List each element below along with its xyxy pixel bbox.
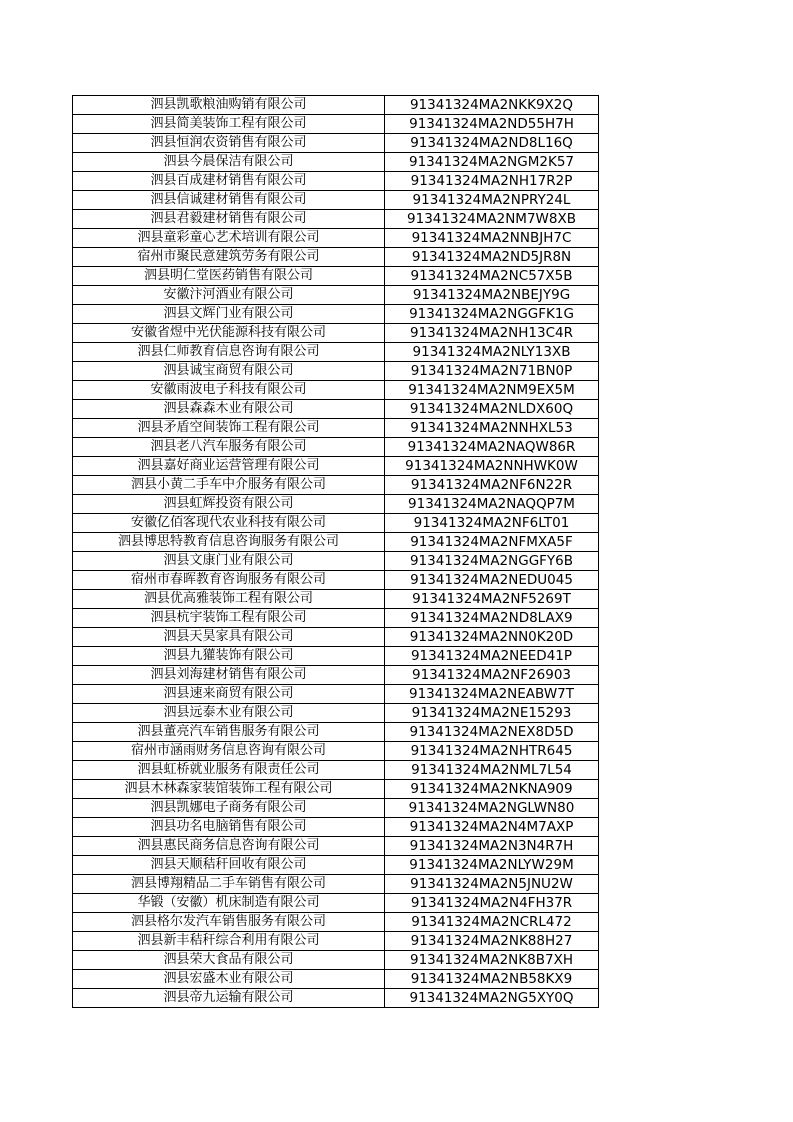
credit-code-cell: 91341324MA2NGGFY6B	[385, 552, 599, 571]
company-name-cell: 泗县虹辉投资有限公司	[73, 495, 385, 514]
table-row	[73, 628, 599, 647]
table-row	[73, 951, 599, 970]
credit-code-cell: 91341324MA2NKK9X2Q	[385, 96, 599, 115]
table-row	[73, 666, 599, 685]
table-row	[73, 381, 599, 400]
table-row	[73, 134, 599, 153]
company-name-cell: 泗县仁师教育信息咨询有限公司	[73, 343, 385, 362]
credit-code-cell: 91341324MA2NE15293	[385, 704, 599, 723]
table-row	[73, 723, 599, 742]
credit-code-cell: 91341324MA2NEX8D5D	[385, 723, 599, 742]
company-name-cell: 泗县优高雅装饰工程有限公司	[73, 590, 385, 609]
table-row	[73, 191, 599, 210]
company-name-cell: 泗县博翔精品二手车销售有限公司	[73, 875, 385, 894]
table-body	[73, 96, 599, 1008]
company-name-cell: 泗县凯歌粮油购销有限公司	[73, 96, 385, 115]
credit-code-cell: 91341324MA2NLY13XB	[385, 343, 599, 362]
table-row	[73, 514, 599, 533]
table-row	[73, 590, 599, 609]
company-name-cell: 泗县惠民商务信息咨询有限公司	[73, 837, 385, 856]
table-row	[73, 799, 599, 818]
company-name-cell: 泗县明仁堂医药销售有限公司	[73, 267, 385, 286]
company-name-cell: 泗县宏盛木业有限公司	[73, 970, 385, 989]
company-name-cell: 泗县嘉好商业运营管理有限公司	[73, 457, 385, 476]
table-row	[73, 970, 599, 989]
company-name-cell: 安徽亿佰客现代农业科技有限公司	[73, 514, 385, 533]
credit-code-cell: 91341324MA2NEDU045	[385, 571, 599, 590]
table-row	[73, 647, 599, 666]
table-row	[73, 153, 599, 172]
table-row	[73, 818, 599, 837]
company-name-cell: 华锻（安徽）机床制造有限公司	[73, 894, 385, 913]
credit-code-cell: 91341324MA2NN0K20D	[385, 628, 599, 647]
credit-code-cell: 91341324MA2N71BN0P	[385, 362, 599, 381]
table-row	[73, 761, 599, 780]
credit-code-cell: 91341324MA2N5JNU2W	[385, 875, 599, 894]
company-name-cell: 泗县诚宝商贸有限公司	[73, 362, 385, 381]
company-name-cell: 泗县百成建材销售有限公司	[73, 172, 385, 191]
table-row	[73, 343, 599, 362]
table-row	[73, 419, 599, 438]
table-row	[73, 229, 599, 248]
company-name-cell: 泗县矛盾空间装饰工程有限公司	[73, 419, 385, 438]
table-row	[73, 115, 599, 134]
table-row	[73, 609, 599, 628]
table-row	[73, 704, 599, 723]
credit-code-cell: 91341324MA2NC57X5B	[385, 267, 599, 286]
credit-code-cell: 91341324MA2NML7L54	[385, 761, 599, 780]
credit-code-cell: 91341324MA2NGM2K57	[385, 153, 599, 172]
credit-code-cell: 91341324MA2ND5JR8N	[385, 248, 599, 267]
table-row	[73, 495, 599, 514]
table-row	[73, 305, 599, 324]
company-name-cell: 泗县虹桥就业服务有限责任公司	[73, 761, 385, 780]
credit-code-cell: 91341324MA2NM9EX5M	[385, 381, 599, 400]
credit-code-cell: 91341324MA2NB58KX9	[385, 970, 599, 989]
credit-code-cell: 91341324MA2NBEJY9G	[385, 286, 599, 305]
company-name-cell: 泗县森森木业有限公司	[73, 400, 385, 419]
company-name-cell: 泗县新丰秸秆综合利用有限公司	[73, 932, 385, 951]
credit-code-cell: 91341324MA2NH13C4R	[385, 324, 599, 343]
credit-code-cell: 91341324MA2NHTR645	[385, 742, 599, 761]
credit-code-cell: 91341324MA2NFMXA5F	[385, 533, 599, 552]
table-row	[73, 894, 599, 913]
credit-code-cell: 91341324MA2NF26903	[385, 666, 599, 685]
company-name-cell: 泗县恒润农资销售有限公司	[73, 134, 385, 153]
credit-code-cell: 91341324MA2NNHWK0W	[385, 457, 599, 476]
table-row	[73, 324, 599, 343]
credit-code-cell: 91341324MA2NGGFK1G	[385, 305, 599, 324]
table-row	[73, 476, 599, 495]
company-name-cell: 泗县远泰木业有限公司	[73, 704, 385, 723]
table-row	[73, 932, 599, 951]
company-name-cell: 泗县格尔发汽车销售服务有限公司	[73, 913, 385, 932]
table-row	[73, 457, 599, 476]
credit-code-cell: 91341324MA2NK8B7XH	[385, 951, 599, 970]
credit-code-cell: 91341324MA2NF6N22R	[385, 476, 599, 495]
table-row	[73, 875, 599, 894]
company-name-cell: 泗县简美装饰工程有限公司	[73, 115, 385, 134]
company-name-cell: 泗县九獾装饰有限公司	[73, 647, 385, 666]
company-name-cell: 安徽雨波电子科技有限公司	[73, 381, 385, 400]
credit-code-cell: 91341324MA2NPRY24L	[385, 191, 599, 210]
credit-code-cell: 91341324MA2NKNA909	[385, 780, 599, 799]
table-row	[73, 210, 599, 229]
credit-code-cell: 91341324MA2NAQQP7M	[385, 495, 599, 514]
table-row	[73, 172, 599, 191]
table-row	[73, 780, 599, 799]
company-name-cell: 泗县董亮汽车销售服务有限公司	[73, 723, 385, 742]
credit-code-cell: 91341324MA2NLYW29M	[385, 856, 599, 875]
company-name-cell: 泗县帝九运输有限公司	[73, 989, 385, 1008]
credit-code-cell: 91341324MA2NLDX60Q	[385, 400, 599, 419]
table-row	[73, 267, 599, 286]
company-name-cell: 安徽省煜中光伏能源科技有限公司	[73, 324, 385, 343]
company-registry-table	[72, 95, 599, 1008]
company-name-cell: 泗县凯娜电子商务有限公司	[73, 799, 385, 818]
table-row	[73, 837, 599, 856]
credit-code-cell: 91341324MA2N4FH37R	[385, 894, 599, 913]
credit-code-cell: 91341324MA2NM7W8XB	[385, 210, 599, 229]
table-row	[73, 248, 599, 267]
company-name-cell: 泗县今晨保洁有限公司	[73, 153, 385, 172]
table-row	[73, 96, 599, 115]
company-name-cell: 泗县天昊家具有限公司	[73, 628, 385, 647]
credit-code-cell: 91341324MA2NF6LT01	[385, 514, 599, 533]
company-name-cell: 泗县老八汽车服务有限公司	[73, 438, 385, 457]
credit-code-cell: 91341324MA2N3N4R7H	[385, 837, 599, 856]
table-row	[73, 742, 599, 761]
credit-code-cell: 91341324MA2NGLWN80	[385, 799, 599, 818]
table-row	[73, 552, 599, 571]
company-name-cell: 泗县文康门业有限公司	[73, 552, 385, 571]
company-name-cell: 泗县荣大食品有限公司	[73, 951, 385, 970]
company-name-cell: 宿州市涵雨财务信息咨询有限公司	[73, 742, 385, 761]
credit-code-cell: 91341324MA2ND8LAX9	[385, 609, 599, 628]
credit-code-cell: 91341324MA2NAQW86R	[385, 438, 599, 457]
credit-code-cell: 91341324MA2ND55H7H	[385, 115, 599, 134]
credit-code-cell: 91341324MA2NNBJH7C	[385, 229, 599, 248]
table-row	[73, 533, 599, 552]
credit-code-cell: 91341324MA2NEED41P	[385, 647, 599, 666]
credit-code-cell: 91341324MA2NK88H27	[385, 932, 599, 951]
company-name-cell: 宿州市聚民意建筑劳务有限公司	[73, 248, 385, 267]
table-row	[73, 571, 599, 590]
table-row	[73, 989, 599, 1008]
credit-code-cell: 91341324MA2NF5269T	[385, 590, 599, 609]
table-row	[73, 400, 599, 419]
company-name-cell: 宿州市春晖教育咨询服务有限公司	[73, 571, 385, 590]
credit-code-cell: 91341324MA2NEABW7T	[385, 685, 599, 704]
table-row	[73, 685, 599, 704]
credit-code-cell: 91341324MA2NNHXL53	[385, 419, 599, 438]
company-name-cell: 泗县速来商贸有限公司	[73, 685, 385, 704]
table-row	[73, 362, 599, 381]
company-name-cell: 泗县杭宇装饰工程有限公司	[73, 609, 385, 628]
company-name-cell: 泗县天顺秸秆回收有限公司	[73, 856, 385, 875]
company-name-cell: 泗县信诚建材销售有限公司	[73, 191, 385, 210]
table-row	[73, 913, 599, 932]
company-name-cell: 泗县木林森家装馆装饰工程有限公司	[73, 780, 385, 799]
credit-code-cell: 91341324MA2NCRL472	[385, 913, 599, 932]
company-name-cell: 泗县小黄二手车中介服务有限公司	[73, 476, 385, 495]
table-row	[73, 438, 599, 457]
company-name-cell: 安徽汴河酒业有限公司	[73, 286, 385, 305]
credit-code-cell: 91341324MA2NH17R2P	[385, 172, 599, 191]
company-name-cell: 泗县童彩童心艺术培训有限公司	[73, 229, 385, 248]
credit-code-cell: 91341324MA2N4M7AXP	[385, 818, 599, 837]
company-name-cell: 泗县博思特教育信息咨询服务有限公司	[73, 533, 385, 552]
company-name-cell: 泗县功名电脑销售有限公司	[73, 818, 385, 837]
credit-code-cell: 91341324MA2NG5XY0Q	[385, 989, 599, 1008]
company-name-cell: 泗县文辉门业有限公司	[73, 305, 385, 324]
credit-code-cell: 91341324MA2ND8L16Q	[385, 134, 599, 153]
company-name-cell: 泗县君毅建材销售有限公司	[73, 210, 385, 229]
table-row	[73, 856, 599, 875]
company-name-cell: 泗县刘海建材销售有限公司	[73, 666, 385, 685]
table-row	[73, 286, 599, 305]
